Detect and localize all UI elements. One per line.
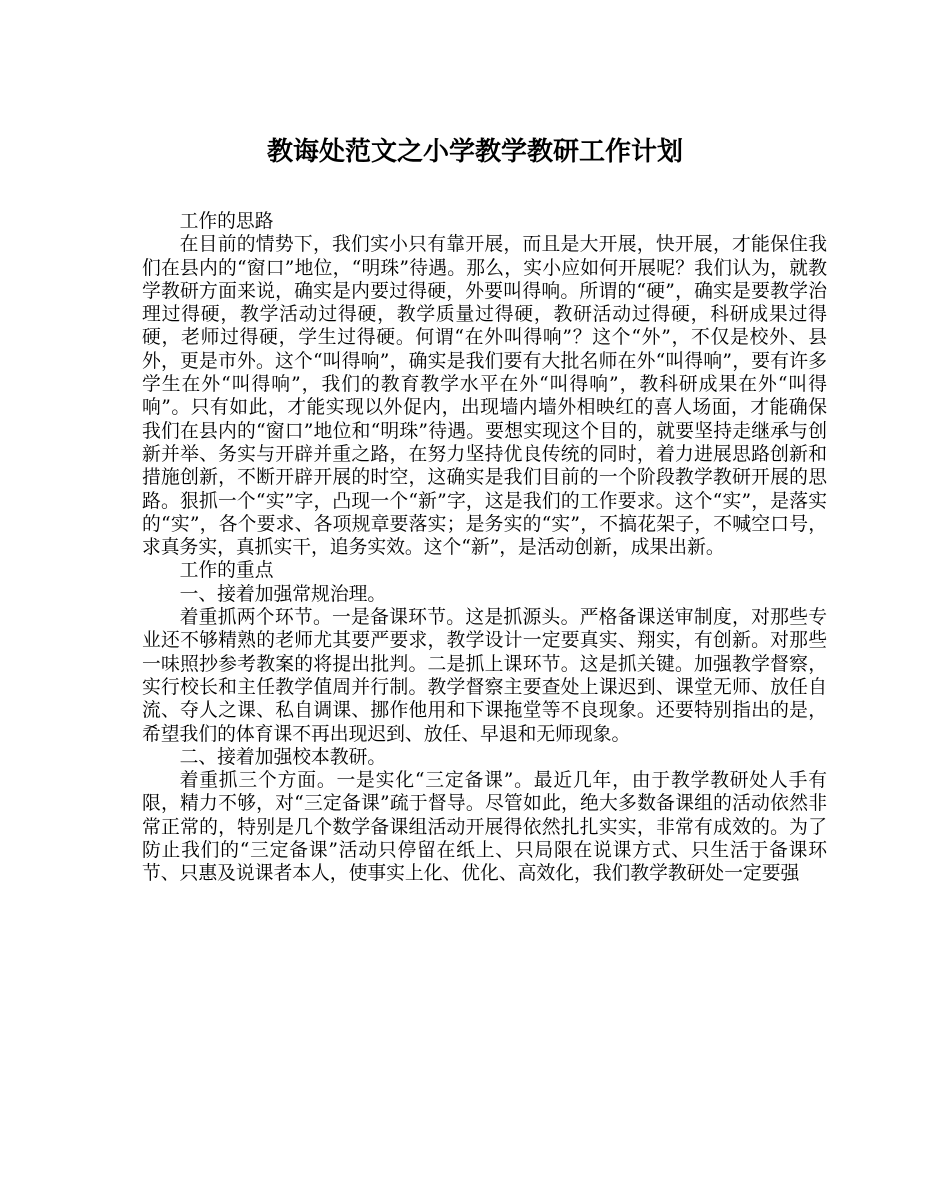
subheading-routine-management: 一、接着加强常规治理。: [179, 583, 387, 605]
document-title: 教诲处范文之小学教学教研工作计划: [266, 137, 683, 167]
section-heading-focus: 工作的重点: [179, 560, 274, 582]
document-body: [142, 210, 827, 886]
paragraph-routine-management: 着重抓两个环节。一是备课环节。这是抓源头。严格备课送审制度，对那些专业还不够精熟的老师尤其要严要求，教学设计一定要真实、翔实，有创新。对那些一味照抄参考教案的将提出批判。二是抓上课环节。这是抓关键。加强教学督察，实行校长和主任教学值周并行制。教学督察主要查处上课迟到、课堂无师、放任自流、夺人之课、私自调课、挪作他用和下课拖堂等不良现象。还要特别指出的是，希望我们的体育课不再出现迟到、放任、早退和无师现象。: [142, 607, 827, 745]
section-heading-approach: 工作的思路: [179, 211, 274, 232]
paragraph-school-research: 着重抓三个方面。一是实化“三定备课”。最近几年，由于教学教研处人手有限，精力不够，对“三定备课”疏于督导。尽管如此，绝大多数备课组的活动依然非常正常的，特别是几个数学备课组活动开展得依然扎扎实实，非常有成效的。为了防止我们的“三定备课”活动只停留在纸上、只局限在说课方式、只生活于备课环节、只惠及说课者本人，使事实上化、优化、高效化，我们教学教研处一定要强: [142, 770, 827, 885]
subheading-school-research: 二、接着加强校本教研。: [179, 746, 387, 768]
paragraph-approach: 在目前的情势下，我们实小只有靠开展，而且是大开展，快开展，才能保住我们在县内的“窗口”地位，“明珠”待遇。那么，实小应如何开展呢？我们认为，就教学教研方面来说，确实是内要过得硬，外要叫得响。所谓的“硬”，确实是要教学治理过得硬，教学活动过得硬，教学质量过得硬，教研活动过得硬，科研成果过得硬，老师过得硬，学生过得硬。何谓“在外叫得响”？这个“外”，不仅是校外、县外，更是市外。这个“叫得响”，确实是我们要有大批名师在外“叫得响”，要有许多学生在外“叫得响”，我们的教育教学水平在外“叫得响”，教科研成果在外“叫得响”。只有如此，才能实现以外促内，出现墙内墙外相映红的喜人场面，才能确保我们在县内的“窗口”地位和“明珠”待遇。要想实现这个目的，就要坚持走继承与创新并举、务实与开辟并重之路，在努力坚持优良传统的同时，着力进展思路创新和措施创新，不断开辟开展的时空，这确实是我们目前的一个阶段教学教研开展的思路。狠抓一个“实”字，凸现一个“新”字，这是我们的工作要求。这个“实”，是落实的“实”，各个要求、各项规章要落实；是务实的“实”，不搞花架子，不喊空口号，求真务实，真抓实干，追务实效。这个“新”，是活动创新，成果出新。: [142, 234, 827, 559]
